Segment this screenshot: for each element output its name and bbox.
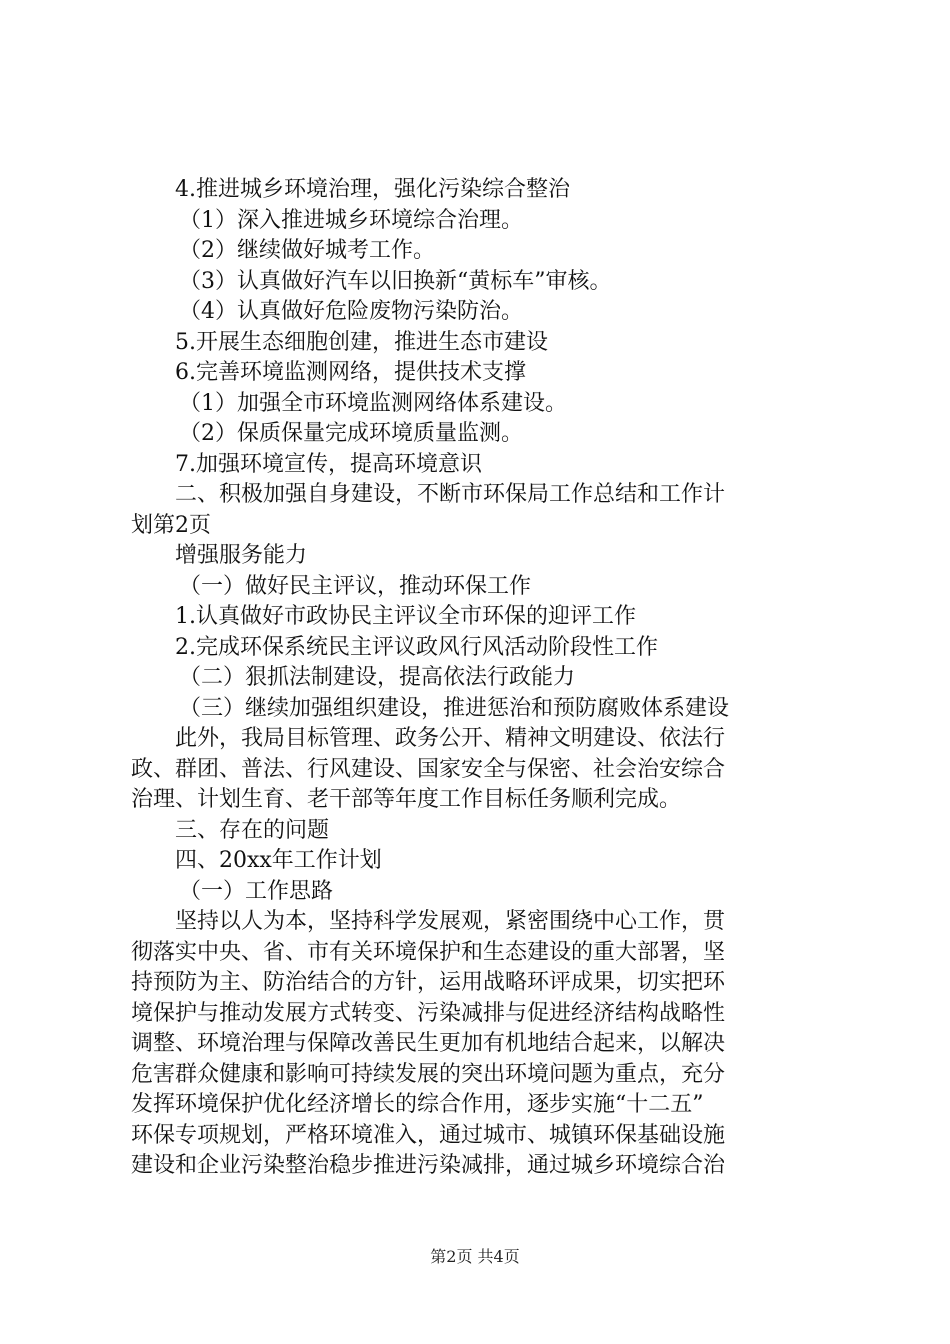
text-line: （1）加强全市环境监测网络体系建设。: [179, 390, 567, 416]
text-line: 四、20xx年工作计划: [175, 848, 382, 873]
text-line: 环保专项规划，严格环境准入，通过城市、城镇环保基础设施: [131, 1122, 726, 1148]
text-line: 政、群团、普法、行风建设、国家安全与保密、社会治安综合: [131, 756, 726, 782]
text-line: 4.推进城乡环境治理，强化污染综合整治: [175, 177, 570, 202]
text-line: 危害群众健康和影响可持续发展的突出环境问题为重点，充分: [131, 1061, 726, 1087]
text-line: 调整、环境治理与保障改善民生更加有机地结合起来，以解决: [131, 1031, 726, 1056]
text-line: （三）继续加强组织建设，推进惩治和预防腐败体系建设: [179, 695, 730, 721]
text-line: （2）继续做好城考工作。: [179, 238, 435, 263]
text-line: 6.完善环境监测网络，提供技术支撑: [175, 360, 526, 385]
text-line: （一）工作思路: [179, 878, 334, 904]
text-line: 三、存在的问题: [175, 817, 330, 843]
text-line: （1）深入推进城乡环境综合治理。: [179, 207, 523, 233]
text-line: 建设和企业污染整治稳步推进污染减排，通过城乡环境综合治: [131, 1153, 726, 1178]
text-line: 发挥环境保护优化经济增长的综合作用，逐步实施“十二五”: [131, 1092, 704, 1117]
text-line: （3）认真做好汽车以旧换新“黄标车”审核。: [179, 268, 612, 294]
text-line: 坚持以人为本，坚持科学发展观，紧密围绕中心工作，贯: [175, 909, 726, 934]
text-line: 境保护与推动发展方式转变、污染减排与促进经济结构战略性: [131, 1000, 726, 1026]
text-line: （二）狠抓法制建设，提高依法行政能力: [179, 665, 576, 690]
text-line: 5.开展生态细胞创建，推进生态市建设: [175, 329, 548, 355]
text-line: （4）认真做好危险废物污染防治。: [179, 299, 523, 324]
text-line: 划第2页: [131, 512, 211, 538]
text-line: 7.加强环境宣传，提高环境意识: [175, 451, 482, 477]
text-line: 持预防为主、防治结合的方针，运用战略环评成果，切实把环: [131, 970, 726, 995]
text-line: 2.完成环保系统民主评议政风行风活动阶段性工作: [175, 634, 658, 660]
text-line: 此外，我局目标管理、政务公开、精神文明建设、依法行: [175, 726, 726, 751]
text-line: 治理、计划生育、老干部等年度工作目标任务顺利完成。: [131, 787, 682, 812]
text-line: （2）保质保量完成环境质量监测。: [179, 421, 523, 446]
text-line: （一）做好民主评议，推动环保工作: [179, 573, 532, 599]
document-body: [131, 175, 831, 1182]
page-footer: 第2页 共4页: [430, 1247, 520, 1266]
text-line: 1.认真做好市政协民主评议全市环保的迎评工作: [175, 604, 636, 629]
text-line: 增强服务能力: [175, 543, 308, 568]
text-line: 彻落实中央、省、市有关环境保护和生态建设的重大部署，坚: [131, 939, 726, 965]
text-line: 二、积极加强自身建设，不断市环保局工作总结和工作计: [175, 482, 726, 507]
